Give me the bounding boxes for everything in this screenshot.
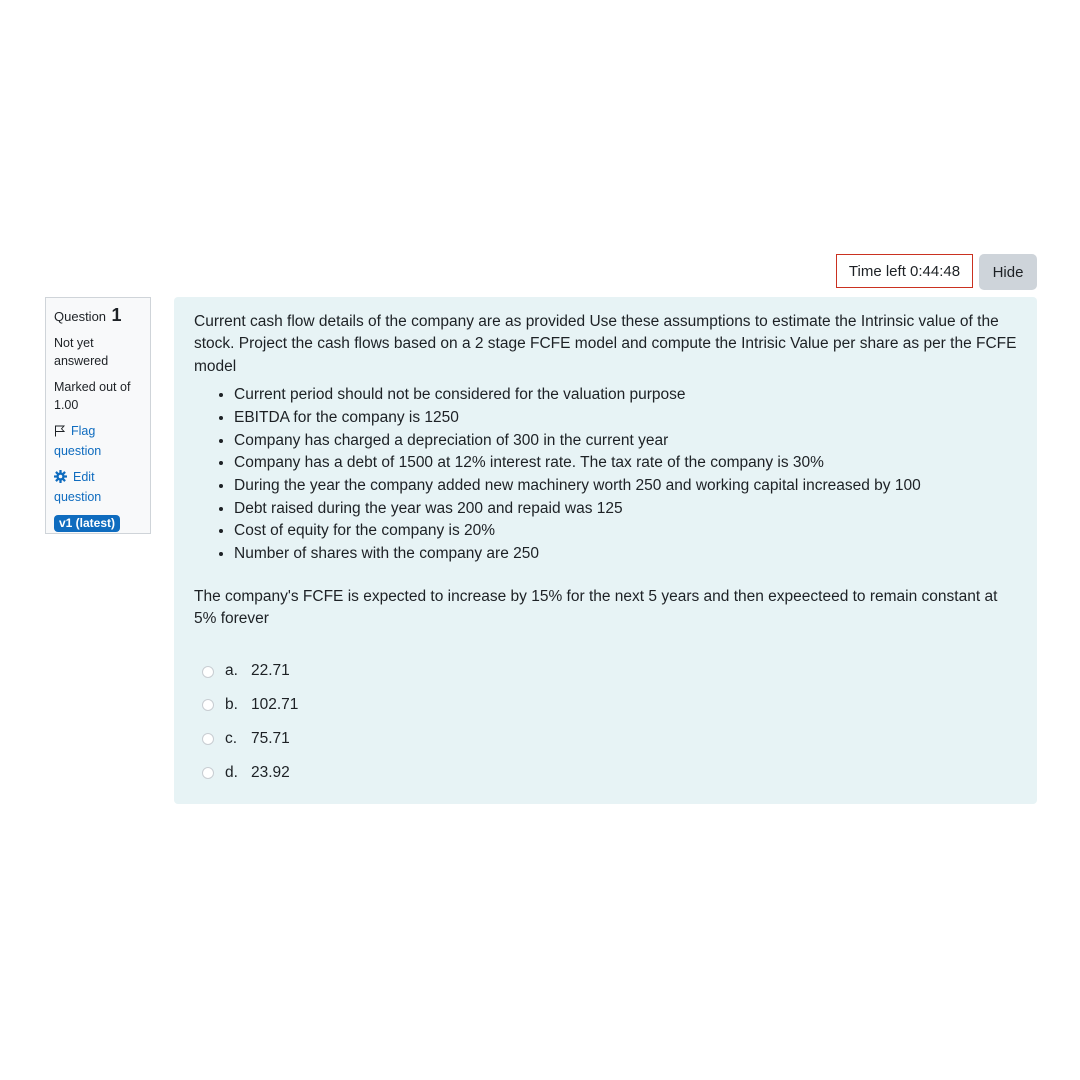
list-item: • Number of shares with the company are 250 xyxy=(234,543,1017,566)
question-number-value: 1 xyxy=(111,305,122,325)
radio-button[interactable] xyxy=(202,666,214,678)
answer-option-d[interactable] xyxy=(194,756,1017,790)
edit-question-link[interactable] xyxy=(54,468,142,506)
question-grade: Marked out of 1.00 xyxy=(54,380,131,412)
list-item: • Debt raised during the year was 200 and repaid was 125 xyxy=(234,498,1017,521)
answer-letter: c. xyxy=(225,729,238,747)
time-left-display: Time left 0:44:48 xyxy=(836,254,973,288)
answer-option-a[interactable] xyxy=(194,655,1017,689)
flag-question-link[interactable] xyxy=(54,422,142,460)
answer-value: 75.71 xyxy=(251,729,290,747)
question-state: Not yet answered xyxy=(54,336,109,368)
list-item: • EBITDA for the company is 1250 xyxy=(234,407,1017,430)
list-item: • Cost of equity for the company is 20% xyxy=(234,520,1017,543)
flag-icon xyxy=(54,424,65,442)
question-content xyxy=(174,297,1037,804)
answer-option-c[interactable] xyxy=(194,722,1017,756)
flag-question-label: Flag question xyxy=(54,424,102,458)
answer-value: 23.92 xyxy=(251,763,290,781)
assumption-list xyxy=(194,384,1017,566)
radio-button[interactable] xyxy=(202,767,214,779)
list-item: • During the year the company added new machinery worth 250 and working capital increased by 100 xyxy=(234,475,1017,498)
list-item: • Company has a debt of 1500 at 12% interest rate. The tax rate of the company is 30% xyxy=(234,452,1017,475)
hide-timer-button[interactable]: Hide xyxy=(979,254,1037,290)
answer-value: 102.71 xyxy=(251,696,299,714)
answer-letter: b. xyxy=(225,696,238,714)
radio-button[interactable] xyxy=(202,699,214,711)
radio-button[interactable] xyxy=(202,733,214,745)
question-info-panel xyxy=(45,297,151,534)
list-item: • Current period should not be considered for the valuation purpose xyxy=(234,384,1017,407)
answer-option-b[interactable] xyxy=(194,688,1017,722)
quiz-timer-bar xyxy=(0,254,1080,290)
edit-question-label: Edit question xyxy=(54,470,102,504)
question-label: Question xyxy=(54,309,107,324)
question-intro: Current cash flow details of the company are as provided Use these assumptions to estimate the Intrinsic value of the stock. Project the cash flows based on a 2 stage FCFE model and compute the Intrisic Value per share as per the FCFE model xyxy=(194,313,1017,375)
list-item: • Company has charged a depreciation of 300 in the current year xyxy=(234,430,1017,453)
question-closing: The company's FCFE is expected to increase by 15% for the next 5 years and then expeecteed to remain constant at 5% forever xyxy=(194,587,998,628)
answer-letter: d. xyxy=(225,763,238,781)
answer-letter: a. xyxy=(225,662,238,680)
gear-icon xyxy=(54,470,67,488)
answer-options xyxy=(194,655,1017,790)
answer-value: 22.71 xyxy=(251,662,290,680)
question-number xyxy=(54,306,142,326)
version-badge: v1 (latest) xyxy=(54,515,120,532)
